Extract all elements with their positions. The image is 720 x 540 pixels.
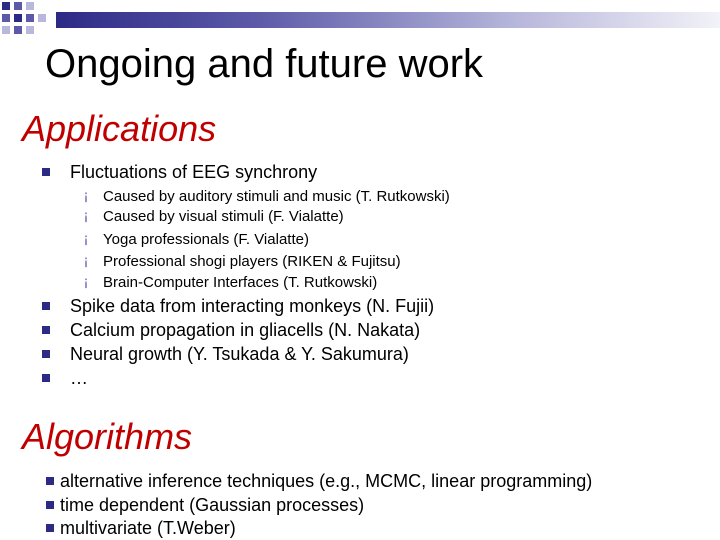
- square-bullet-icon: [42, 326, 50, 334]
- sub-list-item-text: Brain-Computer Interfaces (T. Rutkowski): [103, 274, 378, 291]
- list-item: [42, 318, 420, 342]
- square-bullet-icon: [42, 350, 50, 358]
- square-bullet-icon: [42, 374, 50, 382]
- ring-bullet-icon: ¡: [83, 189, 89, 204]
- sub-list-item: [79, 187, 450, 207]
- square-bullet-icon: [42, 168, 50, 176]
- list-item: [42, 366, 88, 390]
- list-item: [42, 342, 409, 366]
- slide-title: Ongoing and future work: [45, 42, 484, 86]
- list-item: [46, 493, 364, 517]
- decorative-header-bar: [56, 12, 720, 28]
- ring-bullet-icon: ¡: [83, 232, 89, 247]
- list-item-text: Neural growth (Y. Tsukada & Y. Sakumura): [70, 344, 409, 364]
- list-item-text: time dependent (Gaussian processes): [60, 495, 365, 515]
- list-item-text: multivariate (T.Weber): [60, 518, 236, 538]
- section-heading-applications: Applications: [22, 108, 217, 149]
- list-item-text: Fluctuations of EEG synchrony: [70, 162, 318, 182]
- decorative-squares: [0, 0, 60, 40]
- list-item-text: alternative inference techniques (e.g., MCMC, linear programming): [60, 471, 593, 491]
- list-item: [46, 469, 592, 493]
- square-bullet-icon: [46, 524, 54, 532]
- list-item: [46, 516, 236, 540]
- sub-list-item: [79, 252, 401, 272]
- ring-bullet-icon: ¡: [83, 254, 89, 269]
- square-bullet-icon: [42, 302, 50, 310]
- list-item: [42, 294, 434, 318]
- sub-list-item: [79, 230, 309, 250]
- list-item: [42, 160, 317, 184]
- ring-bullet-icon: ¡: [83, 209, 89, 224]
- sub-list-item: [79, 207, 344, 227]
- square-bullet-icon: [46, 477, 54, 485]
- ring-bullet-icon: ¡: [83, 275, 89, 290]
- sub-list-item-text: Professional shogi players (RIKEN & Fujitsu): [103, 253, 401, 270]
- section-heading-algorithms: Algorithms: [22, 416, 193, 457]
- sub-list-item-text: Yoga professionals (F. Vialatte): [103, 231, 309, 248]
- list-item-text: …: [70, 368, 88, 388]
- sub-list-item-text: Caused by auditory stimuli and music (T. Rutkowski): [103, 188, 450, 205]
- list-item-text: Spike data from interacting monkeys (N. Fujii): [70, 296, 435, 316]
- sub-list-item-text: Caused by visual stimuli (F. Vialatte): [103, 208, 344, 225]
- list-item-text: Calcium propagation in gliacells (N. Nakata): [70, 320, 421, 340]
- sub-list-item: [79, 273, 377, 293]
- square-bullet-icon: [46, 501, 54, 509]
